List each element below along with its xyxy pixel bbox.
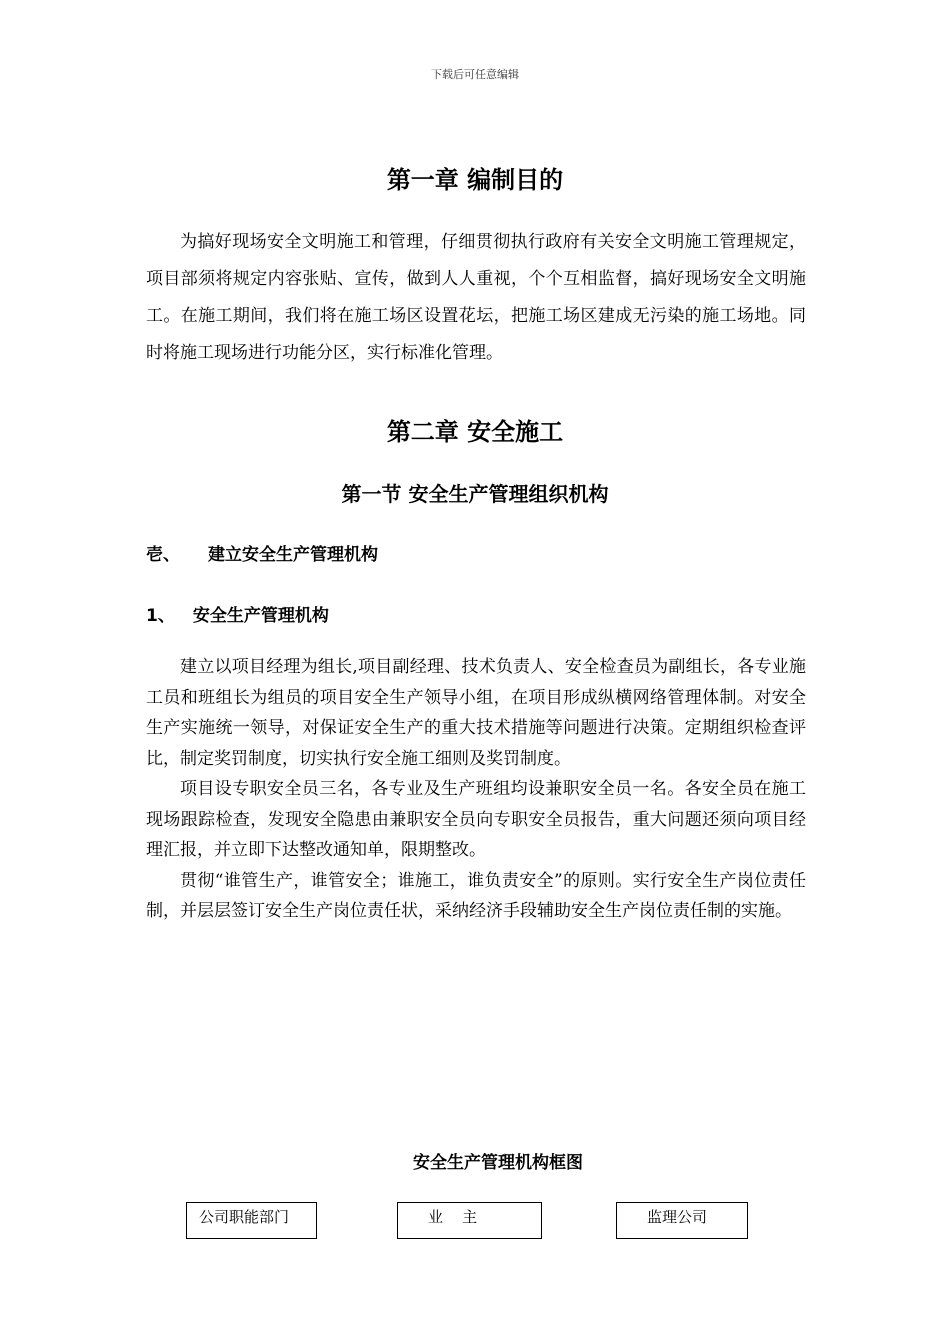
chapter2-title: 第二章 安全施工	[386, 418, 564, 446]
heading-level2-text: 安全生产管理机构	[192, 606, 329, 626]
chapter1-title: 第一章 编制目的	[386, 166, 564, 194]
body-paragraph: 建立以项目经理为组长,项目副经理、技术负责人、安全检查员为副组长，各专业施工员和班组长为组员的项目安全生产领导小组，在项目形成纵横网络管理体制。对安全生产实施统一领导，对保证安全生产的重大技术措施等问题进行决策。定期组织检查评比，制定奖罚制度，切实执行安全施工细则及奖罚制度。	[146, 657, 806, 769]
heading-level2-number: 1、	[146, 606, 175, 626]
page-header-note: 下载后可任意编辑	[431, 68, 519, 81]
heading-level2	[146, 601, 329, 626]
org-box-supervision-company: 监理公司	[616, 1202, 748, 1239]
heading-level1	[146, 540, 378, 565]
chapter1-paragraph: 为搞好现场安全文明施工和管理，仔细贯彻执行政府有关安全文明施工管理规定，项目部须将规定内容张贴、宣传，做到人人重视，个个互相监督，搞好现场安全文明施工。在施工期间，我们将在施工场区设置花坛，把施工场区建成无污染的施工场地。同时将施工现场进行功能分区，实行标准化管理。	[146, 232, 806, 363]
org-box-owner: 业 主	[397, 1202, 542, 1239]
org-chart-title: 安全生产管理机构框图	[413, 1153, 583, 1173]
body-paragraph: 项目设专职安全员三名，各专业及生产班组均设兼职安全员一名。各安全员在施工现场跟踪检查，发现安全隐患由兼职安全员向专职安全员报告，重大问题还须向项目经理汇报，并立即下达整改通知单，限期整改。	[146, 779, 806, 860]
section1-title: 第一节 安全生产管理组织机构	[341, 482, 609, 506]
org-box-company-departments: 公司职能部门	[186, 1202, 317, 1239]
section1-body	[146, 652, 806, 927]
body-paragraph: 贯彻“谁管生产，谁管安全；谁施工，谁负责安全”的原则。实行安全生产岗位责任制，并层层签订安全生产岗位责任状，采纳经济手段辅助安全生产岗位责任制的实施。	[146, 870, 806, 921]
heading-level1-text: 建立安全生产管理机构	[208, 545, 378, 565]
heading-level1-number: 壱、	[146, 545, 180, 565]
